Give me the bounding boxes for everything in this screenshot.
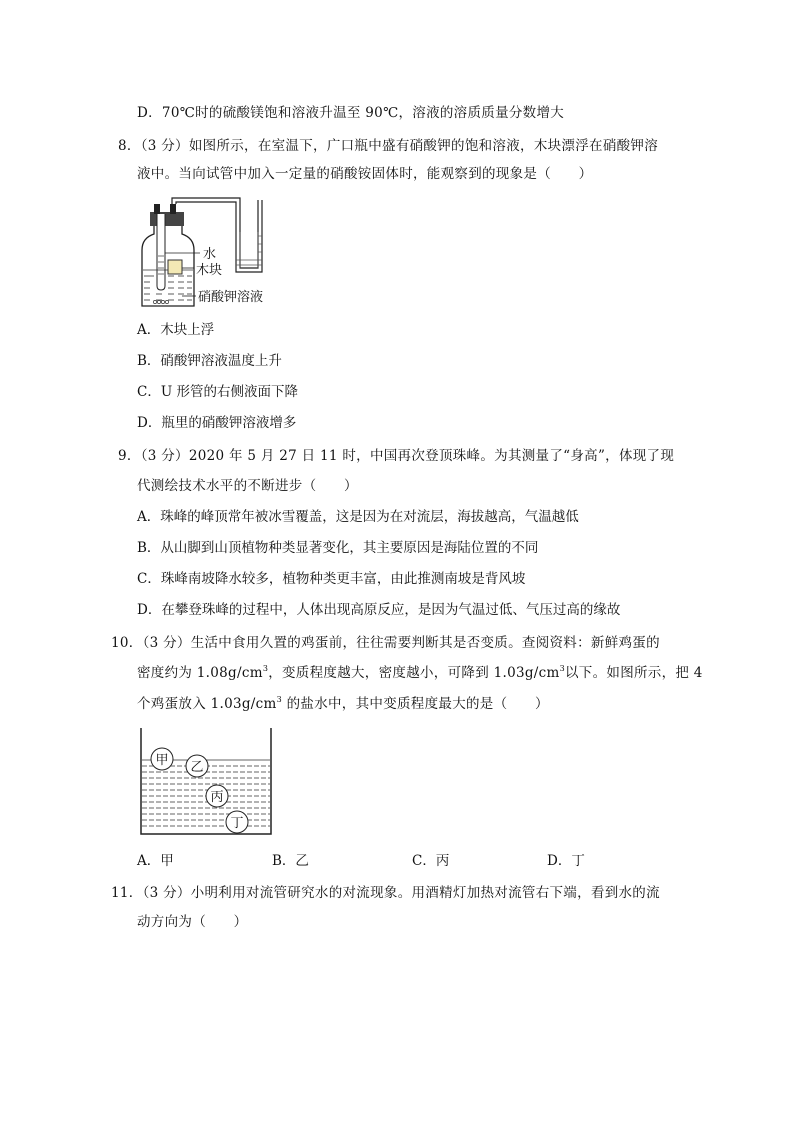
wooden-block <box>168 260 182 274</box>
q8-stem-line2: 液中。当向试管中加入一定量的硝酸铵固体时，能观察到的现象是（ ） <box>137 166 593 182</box>
q10-option-a: A．甲 <box>137 853 174 869</box>
svg-text:丁: 丁 <box>230 816 244 831</box>
container <box>141 728 271 834</box>
label-wooden-block: 木块 <box>196 263 223 278</box>
q10-option-c: C．丙 <box>412 853 450 869</box>
q7-option-d: D．70℃时的硫酸镁饱和溶液升温至 90℃，溶液的溶质质量分数增大 <box>137 105 565 121</box>
q10-stem-line1: 10．（3 分）生活中食用久置的鸡蛋前，往往需要判断其是否变质。查阅资料：新鲜鸡蛋的 <box>111 635 660 651</box>
q8-option-d: D．瓶里的硝酸钾溶液增多 <box>137 415 297 431</box>
svg-text:甲: 甲 <box>155 753 169 768</box>
svg-text:丙: 丙 <box>210 790 224 805</box>
svg-text:乙: 乙 <box>190 760 204 775</box>
q10-option-b: B．乙 <box>272 853 309 869</box>
q10-option-d: D．丁 <box>547 853 585 869</box>
q8-option-a: A．木块上浮 <box>137 322 215 338</box>
u-tube-liquid <box>236 232 262 268</box>
test-tube <box>157 214 165 290</box>
q8-option-b: B．硝酸钾溶液温度上升 <box>137 353 282 369</box>
q9-stem-line1: 9．（3 分）2020 年 5 月 27 日 11 时，中国再次登顶珠峰。为其测量了“身高”，体现了现 <box>118 448 675 464</box>
q10-stem-line3: 个鸡蛋放入 $1.03g/cm^3$ 的盐水中，其中变质程度最大的是（ ） <box>137 695 549 712</box>
q9-option-a: A．珠峰的峰顶常年被冰雪覆盖，这是因为在对流层，海拔越高，气温越低 <box>137 509 579 525</box>
label-potassium-nitrate-solution: 硝酸钾溶液 <box>198 290 264 305</box>
q8-stem-line1: 8．（3 分）如图所示，在室温下，广口瓶中盛有硝酸钾的饱和溶液，木块漂浮在硝酸钾溶 <box>118 138 659 154</box>
q10-eggs-in-saltwater-figure <box>138 726 274 838</box>
q9-option-b: B．从山脚到山顶植物种类显著变化，其主要原因是海陆位置的不同 <box>137 540 539 556</box>
q10-stem-line2: 密度约为 $1.08g/cm^3$，变质程度越大，密度越小，可降到 $1.03g/cm^3$以下。如图所示，把 4 <box>137 664 703 681</box>
crystals <box>153 300 168 303</box>
egg-yi <box>186 755 208 777</box>
egg-jia <box>151 748 173 770</box>
stopper <box>150 212 184 226</box>
q9-option-d: D．在攀登珠峰的过程中，人体出现高原反应，是因为气温过低、气压过高的缘故 <box>137 602 621 618</box>
egg-bing <box>206 785 228 807</box>
egg-ding <box>226 811 248 833</box>
q9-stem-line2: 代测绘技术水平的不断进步（ ） <box>137 478 358 494</box>
label-water: 水 <box>203 247 217 262</box>
q11-stem-line1: 11．（3 分）小明利用对流管研究水的对流现象。用酒精灯加热对流管右下端，看到水的流 <box>111 885 660 901</box>
q8-apparatus-figure <box>130 190 300 312</box>
q11-stem-line2: 动方向为（ ） <box>137 914 248 930</box>
q8-option-c: C．U 形管的右侧液面下降 <box>137 384 298 400</box>
q9-option-c: C．珠峰南坡降水较多，植物种类更丰富，由此推测南坡是背风坡 <box>137 571 526 587</box>
